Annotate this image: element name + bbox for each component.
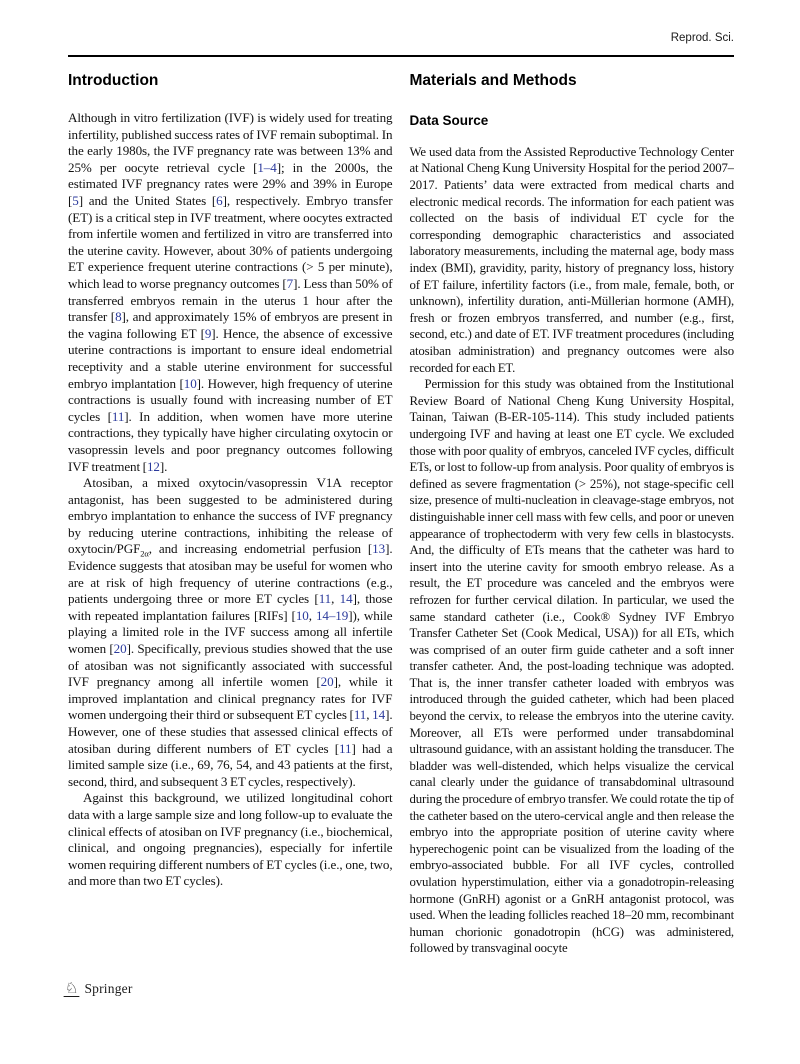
- springer-logo-icon: ♘: [64, 981, 79, 997]
- journal-abbreviation: Reprod. Sci.: [670, 32, 734, 44]
- paragraph: Although in vitro fertilization (IVF) is widely used for treating infertility, published success rates of IVF remain suboptimal. In the early 1980s, the IVF pregnancy rate was between 13% and 25% per oocyte retrieval cycle [1–4]; in the 2000s, the estimated IVF pregnancy rates were 29% and 39% in Europe [5] and the United States [6], respectively. Embryo transfer (ET) is a critical step in IVF treatment, where oocytes extracted from infertile women and fertilized in vitro are transferred into the uterine cavity. However, about 30% of patients undergoing ET experience frequent uterine contractions (> 5 per minute), which lead to worse pregnancy outcomes [7]. Less than 50% of transferred embryos remain in the uterus 1 hour after the transfer [8], and approximately 15% of embryos are present in the vagina following ET [9]. Hence, the absence of excessive uterine contractions is important to ensure ideal endometrial receptivity and a stable uterine environment for successful embryo implantation [10]. However, high frequency of uterine contractions is usually found with increasing number of ET cycles [11]. In addition, when women have more uterine contractions, they typically have higher circulating oxytocin or vasopressin levels and poor pregnancy outcomes following IVF treatment [12].: [68, 110, 393, 474]
- right-column: [410, 72, 735, 974]
- header-rule: [68, 55, 734, 57]
- citation-link[interactable]: 12: [146, 458, 160, 474]
- section-heading-materials-and-methods: Materials and Methods: [409, 72, 577, 89]
- citation-link[interactable]: 14: [339, 591, 353, 607]
- citation-link[interactable]: 1–4: [257, 159, 277, 175]
- paragraph: We used data from the Assisted Reproductive Technology Center at National Cheng Kung University Hospital for the period 2007–2017. Patients’ data were extracted from medical charts and electronic medical records. The information for each patient was collected on the basis of individual ET cycle for the corresponding demographic characteristics and associated laboratory measurements, including the maternal age, body mass index (BMI), gravidity, parity, history of pregnancy loss, history of ET failure, infertility factors (i.e., from male, female, both, or unknown), infertility duration, anti-Müllerian hormone (AMH), fresh or frozen embryos transferred, and number (e.g., first, second, etc.) and date of ET. IVF treatment procedures (including atosiban administration) and pregnancy outcomes were also recorded for each ET.: [409, 144, 734, 375]
- citation-link[interactable]: 5: [72, 193, 79, 209]
- paragraph: Against this background, we utilized longitudinal cohort data with a large sample size and long follow-up to evaluate the clinical effects of atosiban on IVF pregnancy (i.e., biochemical, clinical, and ongoing pregnancies), especially for infertile women requiring different numbers of ET cycles (i.e., one, two, and more than two ET cycles).: [68, 790, 393, 889]
- citation-link[interactable]: 11: [353, 707, 367, 723]
- citation-link[interactable]: 11: [318, 591, 332, 607]
- citation-link[interactable]: 7: [286, 275, 294, 291]
- citation-link[interactable]: 11: [111, 408, 125, 424]
- section-heading-introduction: Introduction: [68, 72, 159, 89]
- two-column-body: [68, 72, 734, 974]
- citation-link[interactable]: 13: [372, 541, 386, 557]
- citation-link[interactable]: 14: [372, 707, 386, 723]
- citation-link[interactable]: 11: [339, 740, 352, 756]
- paragraph: Atosiban, a mixed oxytocin/vasopressin V1A receptor antagonist, has been suggested to be administered during embryo implantation to enhance the success of IVF pregnancy by reducing uterine contractions, inhibiting the release of oxytocin/$PGF_{2\alpha}$, and increasing endometrial perfusion [13]. Evidence suggests that atosiban may be useful for women who are at risk of high frequency of uterine contractions (e.g., patients undergoing three or more ET cycles [11, 14], those with repeated implantation failures [RIFs] [10, 14–19]), while playing a limited role in the IVF success among all infertile women [20]. Specifically, previous studies showed that the use of atosiban was not significantly associated with successful IVF pregnancy among all infertile women [20], while it improved implantation and clinical pregnancy rates for IVF women undergoing their third or subsequent ET cycles [11, 14]. However, one of these studies that assessed clinical effects of atosiban during different numbers of ET cycles [11] had a limited sample size (i.e., 69, 76, 54, and 43 patients at the first, second, third, and subsequent 3 ET cycles, respectively).: [68, 475, 393, 789]
- citation-link[interactable]: 8: [115, 309, 122, 325]
- subsection-heading-data-source: Data Source: [409, 113, 489, 129]
- running-head: [671, 32, 734, 44]
- citation-link[interactable]: 20: [113, 641, 127, 657]
- citation-link[interactable]: 20: [320, 674, 334, 690]
- paragraph: Permission for this study was obtained from the Institutional Review Board of National Cheng Kung University Hospital, Tainan, Taiwan (B-ER-105-114). This study included patients undergoing IVF and having at least one ET cycle. We excluded those with poor quality of embryos, canceled IVF cycles, difficult ETs, or lost to follow-up from analysis. Poor quality of embryos is defined as severe fragmentation (> 25%), not stage-specific cell size, presence of multi-nucleation in cleavage-stage embryos, not distinguishable inner cell mass with few cells, and poor or uneven appearance of trophectoderm with very few cells in blastocysts. And, the difficulty of ETs means that the catheter was hard to insert into the uterine cavity for smooth embryo release. As a result, the ET procedure was canceled and the embryos were refrozen for further cervical dilation. In particular, we used the same standard catheter (i.e., Cook® Sydney IVF Embryo Transfer Catheter Set (Cook Medical, USA)) for all ETs, which was comprised of an outer firm guide catheter and a soft inner transfer catheter. And, the post-loading technique was adopted. That is, the inner transfer catheter loaded with embryos was introduced through the guided catheter, which had been placed beyond the cervix, to release the embryos into the uterine cavity. Moreover, all ETs were performed under transabdominal ultrasound guidance, with an assistant holding the transducer. The bladder was well-distended, which helps visualize the cervical canal clearly under the guidance of transabdominal ultrasound during the procedure of embryo transfer. We could rotate the tip of the catheter based on the utero-cervical angle and then release the embryo into the appropriate position of uterine cavity where hyperechogenic point can be visualized from the loading of the embryo-associated bubble. For all IVF cycles, controlled ovulation hyperstimulation, either via a gonadotropin-releasing hormone (GnRH) agonist or a GnRH antagonist protocol, was used. When the leading follicles reached 18–20 mm, recombinant human chorionic gonadotropin (hCG) was administered, followed by transvaginal oocyte: [409, 377, 734, 956]
- publisher-name: Springer: [84, 981, 133, 996]
- page-footer: [64, 981, 133, 997]
- citation-link[interactable]: 14–19: [315, 607, 349, 623]
- citation-link[interactable]: 9: [204, 325, 212, 341]
- citation-link[interactable]: 6: [216, 193, 223, 209]
- left-column: [68, 72, 393, 974]
- introduction-paragraphs: [68, 110, 393, 890]
- data-source-paragraphs: [410, 144, 735, 957]
- citation-link[interactable]: 10: [295, 607, 309, 623]
- citation-link[interactable]: 10: [183, 375, 197, 391]
